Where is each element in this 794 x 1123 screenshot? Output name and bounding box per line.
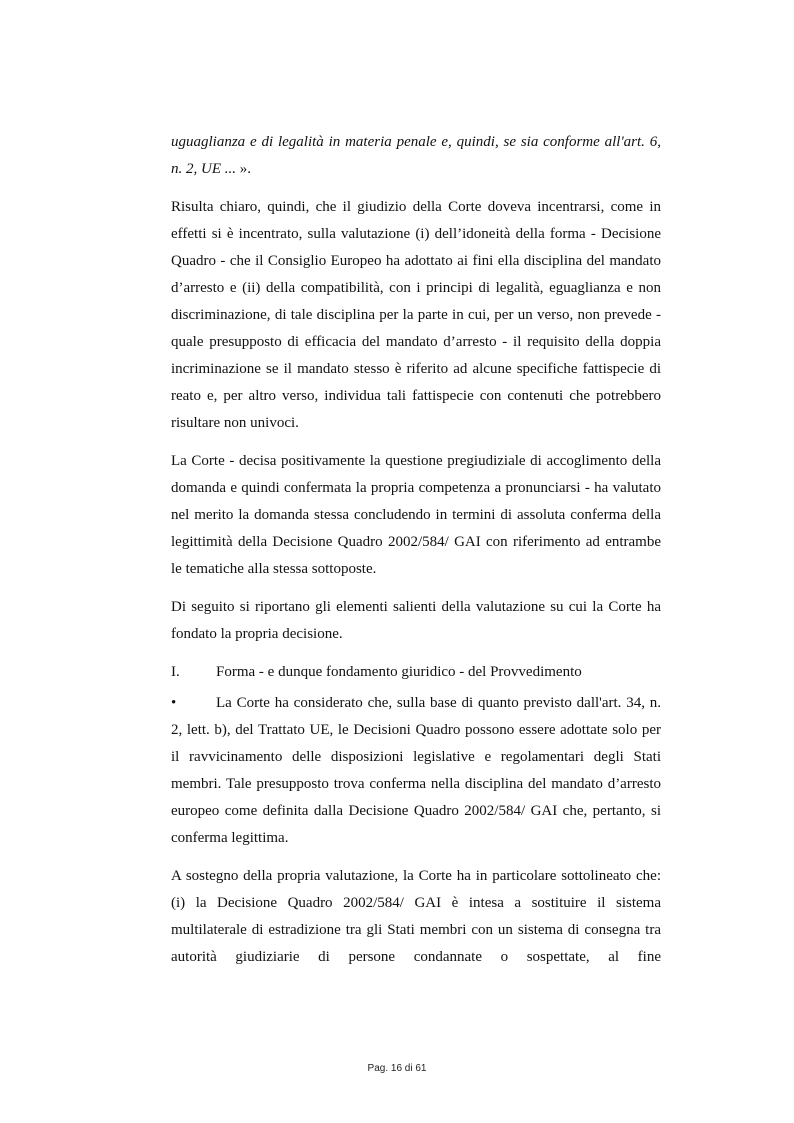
paragraph-assessment: Risulta chiaro, quindi, che il giudizio della Corte doveva incentrarsi, come in effetti si è incentrato, sulla valutazione (i) dell’idoneità della forma - Decisione Quadro - che il Consiglio Europeo ha adottato ai fini ella disciplina del mandato d’arresto e (ii) della compatibilità, con i principi di legalità, eguaglianza e non discriminazione, di tale disciplina per la parte in cui, per un verso, non prevede - quale presupposto di efficacia del mandato d’arresto - il requisito della doppia incriminazione se il mandato stesso è riferito ad alcune specifiche fattispecie di reato e, per altro verso, individua tali fattispecie con contenuti che potrebbero risultare non univoci. (171, 199, 661, 431)
page-number: Pag. 16 di 61 (367, 1063, 427, 1074)
paragraph-intro-elements: Di seguito si riportano gli elementi salienti della valutazione su cui la Corte ha fondato la propria decisione. (171, 599, 661, 642)
paragraph-court-decision: La Corte - decisa positivamente la questione pregiudiziale di accoglimento della domanda e quindi confermata la propria competenza a pronunciarsi - ha valutato nel merito la domanda stessa concludendo in termini di assoluta conferma della legittimità della Decisione Quadro 2002/584/ GAI con riferimento ad entrambe le tematiche alla stessa sottoposte. (171, 453, 661, 577)
quote-continuation (171, 129, 661, 183)
quote-text: uguaglianza e di legalità in materia penale e, quindi, se sia conforme all'art. 6, n. 2, UE ... (171, 134, 661, 177)
quote-close: ». (236, 161, 251, 177)
section-heading (171, 659, 661, 686)
bullet-text: La Corte ha considerato che, sulla base di quanto previsto dall'art. 34, n. 2, lett. b), del Trattato UE, le Decisioni Quadro possono essere adottate solo per il ravvicinamento delle disposizioni legislative e regolamentari degli Stati membri. Tale presupposto trova conferma nella disciplina del mandato d’arresto europeo come definita dalla Decisione Quadro 2002/584/ GAI che, pertanto, si conferma legittima. (171, 695, 661, 846)
paragraph-support: A sostegno della propria valutazione, la Corte ha in particolare sottolineato che: (i) la Decisione Quadro 2002/584/ GAI è intesa a sostituire il sistema multilaterale di estradizione tra gli Stati membri con un sistema di consegna tra autorità giudiziarie di persone condannate o sospettate, al fine (171, 868, 661, 965)
bullet-icon: • (171, 695, 177, 711)
bullet-paragraph (171, 690, 661, 852)
document-body (171, 129, 661, 982)
section-title: Forma - e dunque fondamento giuridico - del Provvedimento (216, 664, 582, 680)
section-number: I. (171, 664, 180, 680)
